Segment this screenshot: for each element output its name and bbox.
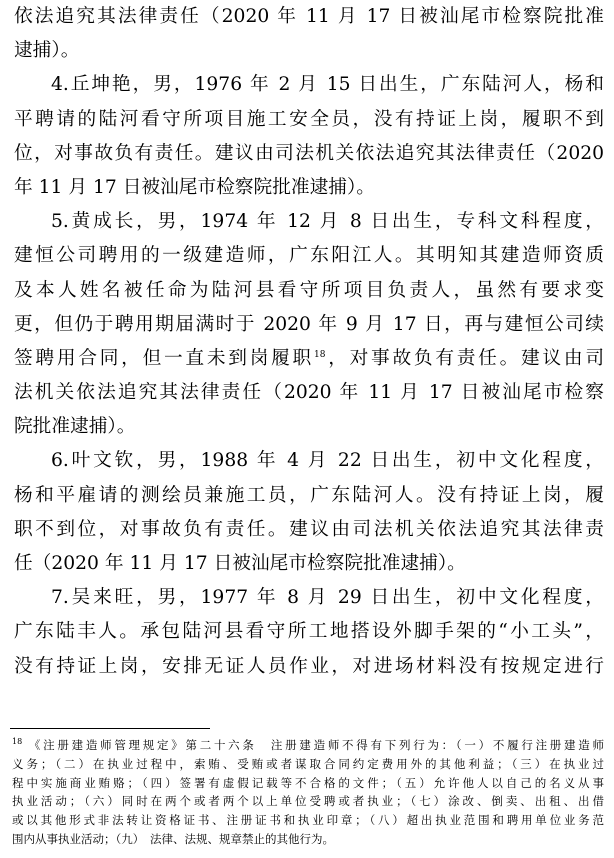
- footnote-line: 执业活动；（六）同时在两个或者两个以上单位受聘或者执业；（七）涂改、倒卖、出租、出借: [12, 794, 604, 809]
- text-line: 更，但仍于聘用期届满时于 2020 年 9 月 17 日，再与建恒公司续: [14, 313, 604, 335]
- paragraph-7-start: 7.吴来旺，男，1977 年 8 月 29 日出生，初中文化程度，: [51, 587, 604, 609]
- body-text: [14, 0, 604, 684]
- text-line: 逮捕）。: [14, 40, 80, 62]
- footnote-text: 《注册建造师管理规定》第二十六条 注册建造师不得有下列行为：（一）不履行注册建造师: [26, 738, 604, 752]
- text-line: 及本人姓名被任命为陆河县看守所项目负责人，虽然有要求变: [14, 279, 604, 301]
- text-line: 建恒公司聘用的一级建造师，广东阳江人。其明知其建造师资质: [14, 245, 604, 267]
- footnote-mark: 18: [12, 737, 23, 747]
- text-line: 位，对事故负有责任。建议由司法机关依法追究其法律责任（2020: [14, 142, 604, 164]
- text-line: 职不到位，对事故负有责任。建议由司法机关依法追究其法律责: [14, 518, 604, 540]
- paragraph-6-start: 6.叶文钦，男，1988 年 4 月 22 日出生，初中文化程度，: [51, 450, 604, 472]
- text-line: 院批准逮捕）。: [14, 416, 136, 438]
- paragraph-5-start: 5.黄成长，男，1974 年 12 月 8 日出生，专科文科程度，: [51, 211, 604, 233]
- text-line: 杨和平雇请的测绘员兼施工员，广东陆河人。没有持证上岗，履: [14, 484, 604, 506]
- text-line: 平聘请的陆河看守所项目施工安全员，没有持证上岗，履职不到: [14, 108, 604, 130]
- footnote-reference[interactable]: 18: [314, 349, 326, 360]
- footnote-line: 义务；（二）在执业过程中，索贿、受贿或者谋取合同约定费用外的其他利益；（三）在执业过: [12, 756, 604, 771]
- paragraph-4-start: 4.丘坤艳，男，1976 年 2 月 15 日出生，广东陆河人，杨和: [51, 74, 604, 96]
- text-line: 没有持证上岗，安排无证人员作业，对进场材料没有按规定进行: [14, 655, 604, 677]
- text-line-with-footnote: [14, 342, 604, 376]
- text-line: 年 11 月 17 日被汕尾市检察院批准逮捕）。: [14, 176, 375, 198]
- text-segment: ，对事故负有责任。建议由司: [325, 347, 605, 369]
- text-line: 任（2020 年 11 月 17 日被汕尾市检察院批准逮捕）。: [14, 553, 466, 574]
- text-line: 法机关依法追究其法律责任（2020 年 11 月 17 日被汕尾市检察: [14, 382, 604, 404]
- footnote-line: 或以其他形式非法转让资格证书、注册证书和执业印章；（八）超出执业范围和聘用单位业务范: [12, 813, 604, 828]
- footnote-line: 围内从事执业活动；（九） 法律、法规、规章禁止的其他行为。: [12, 831, 334, 846]
- text-line: 依法追究其法律责任（2020 年 11 月 17 日被汕尾市检察院批准: [14, 6, 604, 27]
- footnote-line: [12, 736, 604, 755]
- footnote: [12, 736, 604, 849]
- footnote-divider: [10, 728, 210, 729]
- text-segment: 签聘用合同，但一直未到岗履职: [14, 347, 314, 369]
- footnote-line: 程中实施商业贿赂；（四）签署有虚假记载等不合格的文件；（五）允许他人以自己的名义从事: [12, 775, 604, 790]
- text-line: 广东陆丰人。承包陆河县看守所工地搭设外脚手架的“小工头”，: [14, 621, 604, 643]
